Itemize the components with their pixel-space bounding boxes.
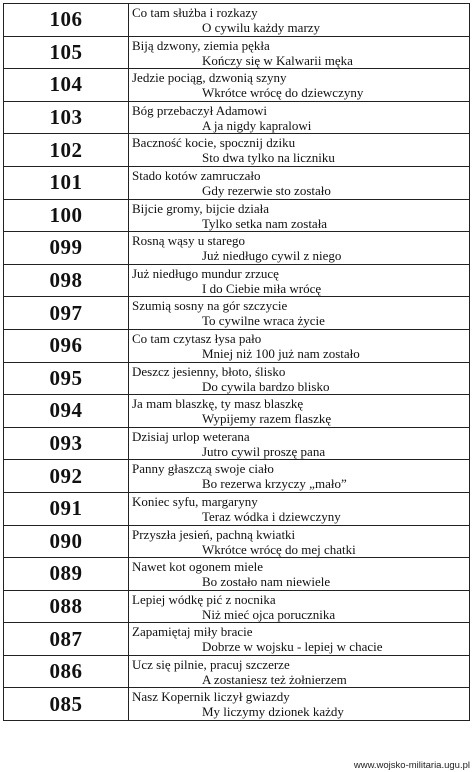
rhyme-line-1: Rosną wąsy u starego — [132, 233, 246, 249]
day-number: 086 — [4, 655, 129, 688]
rhyme-cell — [129, 492, 470, 525]
source-watermark: www.wojsko-militaria.ugu.pl — [353, 760, 470, 771]
day-number: 097 — [4, 297, 129, 330]
rhyme-line-2: Do cywila bardzo blisko — [202, 378, 330, 394]
rhyme-line-2: Bo rezerwa krzyczy „mało” — [202, 476, 347, 492]
rhyme-cell — [129, 395, 470, 428]
rhyme-line-2: Wypijemy razem flaszkę — [202, 411, 332, 427]
day-number: 091 — [4, 492, 129, 525]
rhyme-line-1: Baczność kocie, spocznij dziku — [132, 135, 296, 151]
rhyme-line-2: O cywilu każdy marzy — [202, 20, 321, 35]
table-row — [4, 69, 470, 102]
rhyme-line-2: Teraz wódka i dziewczyny — [202, 508, 341, 524]
rhyme-cell — [129, 36, 470, 69]
rhyme-cell — [129, 590, 470, 623]
rhyme-cell — [129, 558, 470, 591]
table-row — [4, 199, 470, 232]
table-row — [4, 395, 470, 428]
rhyme-line-2: Kończy się w Kalwarii męka — [202, 52, 353, 68]
day-number: 092 — [4, 460, 129, 493]
rhyme-cell — [129, 623, 470, 656]
rhyme-line-2: To cywilne wraca życie — [202, 313, 325, 329]
rhyme-cell — [129, 329, 470, 362]
table-row — [4, 362, 470, 395]
day-number: 100 — [4, 199, 129, 232]
table-row — [4, 297, 470, 330]
rhyme-line-2: Bo zostało nam niewiele — [202, 574, 331, 590]
day-number: 087 — [4, 623, 129, 656]
day-number: 090 — [4, 525, 129, 558]
rhyme-line-1: Bijcie gromy, bijcie działa — [132, 200, 270, 216]
rhyme-line-1: Nawet kot ogonem miele — [132, 559, 264, 575]
rhyme-cell — [129, 655, 470, 688]
rhyme-cell — [129, 297, 470, 330]
table-row — [4, 492, 470, 525]
rhyme-line-1: Zapamiętaj miły bracie — [132, 624, 253, 640]
rhyme-line-1: Biją dzwony, ziemia pękła — [132, 37, 270, 53]
rhyme-line-2: Jutro cywil proszę pana — [202, 443, 326, 459]
rhyme-line-2: Mniej niż 100 już nam zostało — [202, 345, 360, 361]
day-number: 099 — [4, 232, 129, 265]
rhyme-line-1: Bóg przebaczył Adamowi — [132, 102, 268, 118]
table-row — [4, 688, 470, 721]
rhyme-line-1: Co tam czytasz łysa pało — [132, 330, 262, 346]
rhyme-cell — [129, 232, 470, 265]
rhyme-line-2: Sto dwa tylko na liczniku — [202, 150, 335, 166]
rhyme-line-2: I do Ciebie miła wrócę — [202, 280, 322, 296]
table-row — [4, 4, 470, 37]
table-row — [4, 36, 470, 69]
table-row — [4, 166, 470, 199]
rhyme-line-1: Przyszła jesień, pachną kwiatki — [132, 526, 296, 542]
day-number: 101 — [4, 166, 129, 199]
rhyme-line-2: A zostaniesz też żołnierzem — [202, 671, 347, 687]
rhyme-cell — [129, 427, 470, 460]
table-row — [4, 329, 470, 362]
rhyme-line-1: Panny głaszczą swoje ciało — [132, 461, 274, 477]
rhyme-line-2: Wkrótce wrócę do dziewczyny — [202, 85, 364, 101]
rhyme-cell — [129, 264, 470, 297]
rhyme-line-1: Jedzie pociąg, dzwonią szyny — [132, 70, 287, 86]
table-row — [4, 525, 470, 558]
day-number: 095 — [4, 362, 129, 395]
table-row — [4, 101, 470, 134]
day-number: 096 — [4, 329, 129, 362]
table-row — [4, 558, 470, 591]
rhyme-line-2: My liczymy dzionek każdy — [202, 704, 344, 720]
rhyme-line-1: Nasz Kopernik liczył gwiazdy — [132, 689, 290, 705]
rhyme-cell — [129, 362, 470, 395]
day-number: 093 — [4, 427, 129, 460]
day-number: 102 — [4, 134, 129, 167]
rhyme-line-1: Ucz się pilnie, pracuj szczerze — [132, 656, 290, 672]
rhyme-line-2: Już niedługo cywil z niego — [202, 248, 342, 264]
rhyme-cell — [129, 166, 470, 199]
rhyme-cell — [129, 4, 470, 37]
table-row — [4, 264, 470, 297]
rhyme-line-2: Tylko setka nam została — [202, 215, 328, 231]
rhyme-line-1: Już niedługo mundur zrzucę — [132, 265, 279, 281]
day-number: 104 — [4, 69, 129, 102]
rhyme-line-1: Koniec syfu, margaryny — [132, 493, 258, 509]
rhyme-cell — [129, 688, 470, 721]
day-number: 089 — [4, 558, 129, 591]
day-number: 105 — [4, 36, 129, 69]
rhyme-line-1: Lepiej wódkę pić z nocnika — [132, 591, 276, 607]
table-row — [4, 623, 470, 656]
day-number: 106 — [4, 4, 129, 37]
rhyme-cell — [129, 134, 470, 167]
rhyme-cell — [129, 69, 470, 102]
rhyme-line-2: Wkrótce wrócę do mej chatki — [202, 541, 356, 557]
day-number: 103 — [4, 101, 129, 134]
countdown-table — [3, 3, 470, 721]
rhyme-line-2: Niż mieć ojca porucznika — [202, 606, 336, 622]
table-row — [4, 460, 470, 493]
day-number: 085 — [4, 688, 129, 721]
rhyme-line-2: Gdy rezerwie sto zostało — [202, 182, 331, 198]
day-number: 098 — [4, 264, 129, 297]
table-row — [4, 134, 470, 167]
rhyme-cell — [129, 101, 470, 134]
rhyme-line-1: Dzisiaj urlop weterana — [132, 428, 250, 444]
day-number: 094 — [4, 395, 129, 428]
table-row — [4, 655, 470, 688]
rhyme-line-1: Stado kotów zamruczało — [132, 167, 261, 183]
day-number: 088 — [4, 590, 129, 623]
rhyme-cell — [129, 460, 470, 493]
table-row — [4, 427, 470, 460]
rhyme-line-1: Szumią sosny na gór szczycie — [132, 298, 288, 314]
rhyme-cell — [129, 199, 470, 232]
rhyme-line-1: Ja mam blaszkę, ty masz blaszkę — [132, 396, 304, 412]
rhyme-cell — [129, 525, 470, 558]
table-row — [4, 590, 470, 623]
rhyme-line-2: Dobrze w wojsku - lepiej w chacie — [202, 639, 383, 655]
table-row — [4, 232, 470, 265]
rhyme-line-1: Co tam służba i rozkazy — [132, 5, 258, 20]
rhyme-line-1: Deszcz jesienny, błoto, ślisko — [132, 363, 286, 379]
countdown-rows — [4, 4, 470, 721]
rhyme-line-2: A ja nigdy kapralowi — [202, 117, 312, 133]
